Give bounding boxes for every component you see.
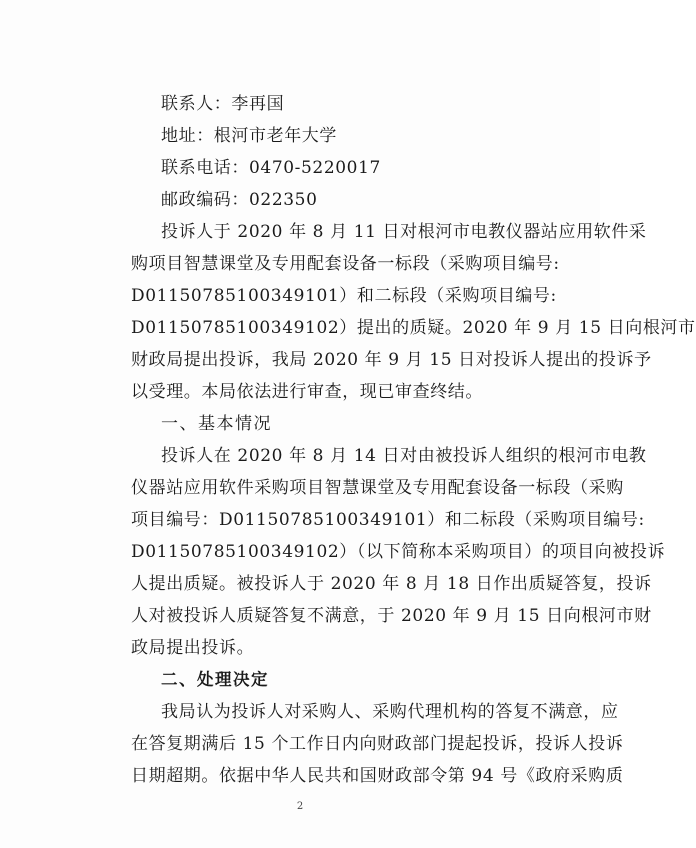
section1-line-7: 政局提出投诉。 — [131, 638, 255, 658]
intro-line-4: D01150785100349102）提出的质疑。2020 年 9 月 15 日向根河市 — [131, 318, 696, 338]
intro-line-3: D01150785100349101）和二标段（采购项目编号: — [131, 286, 557, 306]
contact-phone: 联系电话：0470-5220017 — [161, 158, 381, 178]
contact-address: 地址：根河市老年大学 — [161, 126, 337, 146]
contact-postcode: 邮政编码：022350 — [161, 190, 318, 210]
contact-person: 联系人：李再国 — [161, 94, 285, 114]
section1-line-6: 人对被投诉人质疑答复不满意，于 2020 年 9 月 15 日向根河市财 — [131, 606, 652, 626]
intro-line-5: 财政局提出投诉，我局 2020 年 9 月 15 日对投诉人提出的投诉予 — [131, 350, 652, 370]
section1-heading: 一、基本情况 — [161, 414, 272, 434]
page-number: 2 — [296, 801, 304, 812]
section2-line-2: 在答复期满后 15 个工作日内向财政部门提起投诉，投诉人投诉 — [131, 734, 624, 754]
intro-line-6: 以受理。本局依法进行审查，现已审查终结。 — [131, 382, 483, 402]
section1-line-5: 人提出质疑。被投诉人于 2020 年 8 月 18 日作出质疑答复，投诉 — [131, 574, 652, 594]
section1-line-1: 投诉人在 2020 年 8 月 14 日对由被投诉人组织的根河市电教 — [161, 446, 647, 466]
section2-line-3: 日期超期。依据中华人民共和国财政部令第 94 号《政府采购质 — [131, 766, 624, 786]
section2-line-1: 我局认为投诉人对采购人、采购代理机构的答复不满意，应 — [161, 702, 619, 722]
intro-line-2: 购项目智慧课堂及专用配套设备一标段（采购项目编号: — [131, 254, 560, 274]
section1-line-2: 仪器站应用软件采购项目智慧课堂及专用配套设备一标段（采购 — [131, 478, 624, 498]
section1-line-4: D01150785100349102）（以下简称本采购项目）的项目向被投诉 — [131, 542, 666, 562]
section1-line-3: 项目编号：D01150785100349101）和二标段（采购项目编号: — [131, 510, 645, 530]
intro-line-1: 投诉人于 2020 年 8 月 11 日对根河市电教仪器站应用软件采 — [161, 222, 647, 242]
section2-heading: 二、处理决定 — [161, 670, 269, 689]
